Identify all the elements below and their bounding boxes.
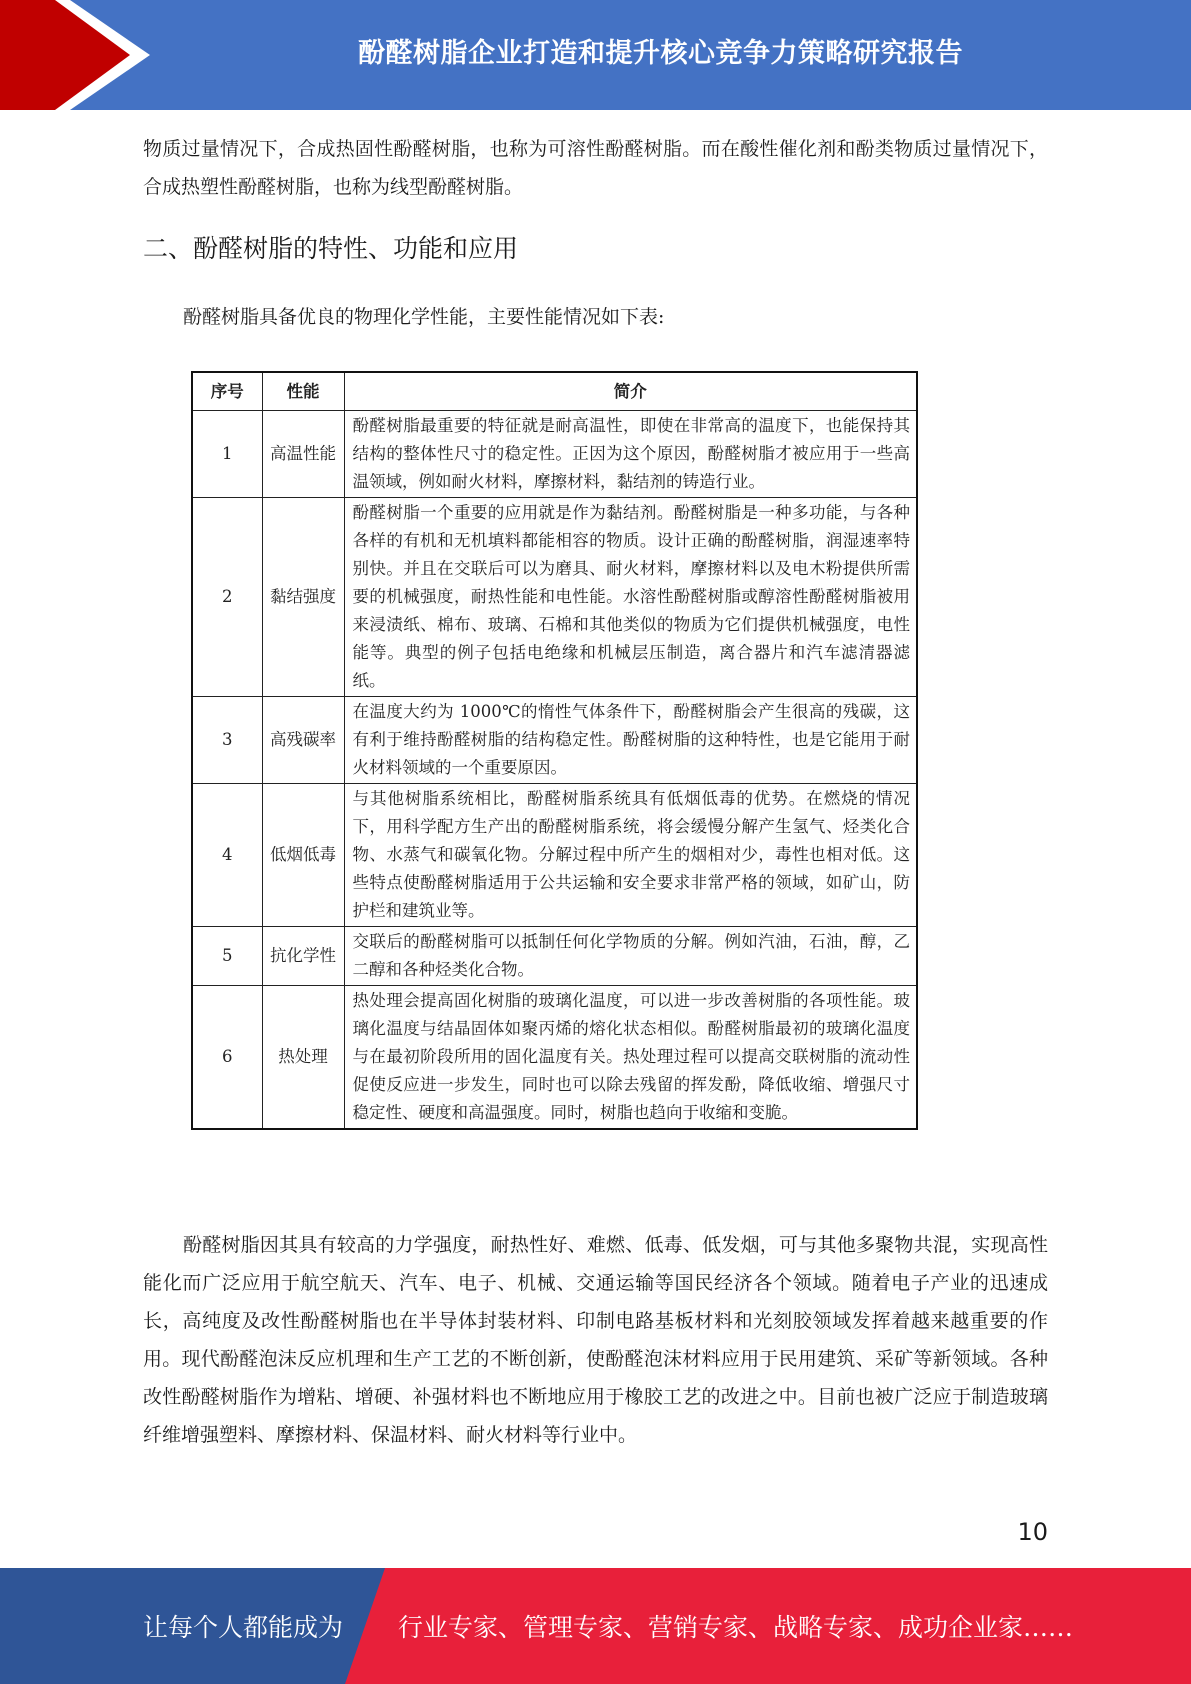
closing-text-block [143,1226,1048,1454]
row-property: 高残碳率 [262,697,344,784]
row-description: 热处理会提高固化树脂的玻璃化温度，可以进一步改善树脂的各项性能。玻璃化温度与结晶固体如聚丙烯的熔化状态相似。酚醛树脂最初的玻璃化温度与在最初阶段所用的固化温度有关。热处理过程可以提高交联树脂的流动性促使反应进一步发生，同时也可以除去残留的挥发酚，降低收缩、增强尺寸稳定性、硬度和高温强度。同时，树脂也趋向于收缩和变脆。 [344,986,917,1130]
row-description: 在温度大约为 1000℃的惰性气体条件下，酚醛树脂会产生很高的残碳，这有利于维持酚醛树脂的结构稳定性。酚醛树脂的这种特性，也是它能用于耐火材料领域的一个重要原因。 [344,697,917,784]
row-number: 6 [192,986,262,1130]
table-row [192,784,917,927]
table-row [192,697,917,784]
page-footer [0,1568,1191,1684]
properties-table [191,371,918,1130]
row-property: 热处理 [262,986,344,1130]
row-description: 与其他树脂系统相比，酚醛树脂系统具有低烟低毒的优势。在燃烧的情况下，用科学配方生产出的酚醛树脂系统，将会缓慢分解产生氢气、烃类化合物、水蒸气和碳氧化物。分解过程中所产生的烟相对少，毒性也相对低。这些特点使酚醛树脂适用于公共运输和安全要求非常严格的领域，如矿山，防护栏和建筑业等。 [344,784,917,927]
page-header [0,0,1191,110]
table-row [192,411,917,498]
intro-text-block [143,130,1048,206]
header-property: 性能 [262,372,344,411]
row-property: 高温性能 [262,411,344,498]
closing-paragraph: 酚醛树脂因其具有较高的力学强度，耐热性好、难燃、低毒、低发烟，可与其他多聚物共混，实现高性能化而广泛应用于航空航天、汽车、电子、机械、交通运输等国民经济各个领域。随着电子产业的迅速成长，高纯度及改性酚醛树脂也在半导体封装材料、印制电路基板材料和光刻胶领域发挥着越来越重要的作用。现代酚醛泡沫反应机理和生产工艺的不断创新，使酚醛泡沫材料应用于民用建筑、采矿等新领域。各种改性酚醛树脂作为增粘、增硬、补强材料也不断地应用于橡胶工艺的改进之中。目前也被广泛应于制造玻璃纤维增强塑料、摩擦材料、保温材料、耐火材料等行业中。 [143,1234,1048,1446]
table-row [192,498,917,697]
row-property: 黏结强度 [262,498,344,697]
row-number: 1 [192,411,262,498]
row-description: 酚醛树脂最重要的特征就是耐高温性，即使在非常高的温度下，也能保持其结构的整体性尺寸的稳定性。正因为这个原因，酚醛树脂才被应用于一些高温领域，例如耐火材料，摩擦材料，黏结剂的铸造行业。 [344,411,917,498]
properties-table-container [191,371,918,1130]
footer-slogan-right: 行业专家、管理专家、营销专家、战略专家、成功企业家…… [398,1613,1074,1642]
row-description: 酚醛树脂一个重要的应用就是作为黏结剂。酚醛树脂是一种多功能，与各种各样的有机和无机填料都能相容的物质。设计正确的酚醛树脂，润湿速率特别快。并且在交联后可以为磨具、耐火材料，摩擦材料以及电木粉提供所需要的机械强度，耐热性能和电性能。水溶性酚醛树脂或醇溶性酚醛树脂被用来浸渍纸、棉布、玻璃、石棉和其他类似的物质为它们提供机械强度，电性能等。典型的例子包括电绝缘和机械层压制造，离合器片和汽车滤清器滤纸。 [344,498,917,697]
row-property: 抗化学性 [262,927,344,986]
row-number: 3 [192,697,262,784]
report-title: 酚醛树脂企业打造和提升核心竞争力策略研究报告 [358,37,963,69]
row-number: 4 [192,784,262,927]
footer-slogan-left: 让每个人都能成为 [143,1613,344,1642]
lead-paragraph: 酚醛树脂具备优良的物理化学性能，主要性能情况如下表: [183,306,665,328]
header-num: 序号 [192,372,262,411]
page-number: 10 [1017,1518,1048,1546]
row-description: 交联后的酚醛树脂可以抵制任何化学物质的分解。例如汽油，石油，醇，乙二醇和各种烃类化合物。 [344,927,917,986]
header-description: 简介 [344,372,917,411]
row-property: 低烟低毒 [262,784,344,927]
row-number: 5 [192,927,262,986]
section-heading: 二、酚醛树脂的特性、功能和应用 [143,234,519,263]
table-row [192,927,917,986]
intro-paragraph: 物质过量情况下，合成热固性酚醛树脂，也称为可溶性酚醛树脂。而在酸性催化剂和酚类物质过量情况下，合成热塑性酚醛树脂，也称为线型酚醛树脂。 [143,138,1048,198]
lead-text-block [143,298,1048,336]
row-number: 2 [192,498,262,697]
table-row [192,986,917,1130]
table-header-row [192,372,917,411]
